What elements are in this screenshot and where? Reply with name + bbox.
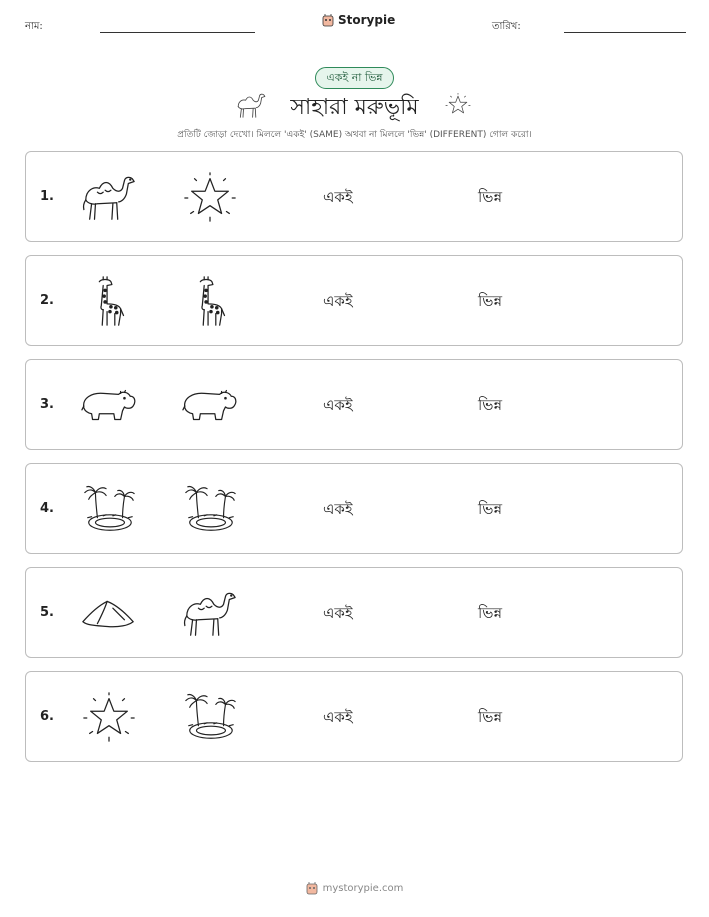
name-line[interactable]	[100, 32, 255, 33]
different-option[interactable]: ভিন্ন	[478, 396, 503, 414]
question-number: 2.	[40, 293, 54, 308]
mascot-icon	[306, 881, 318, 895]
instructions: প্রতিটি জোড়া দেখো। মিললে 'একই' (SAME) অথবা না মিললে 'ভিন্ন' (DIFFERENT) গোল করো।	[177, 130, 532, 140]
question-row	[25, 255, 683, 346]
mascot-icon	[322, 13, 334, 27]
question-row	[25, 671, 683, 762]
star-icon	[181, 170, 239, 224]
different-option[interactable]: ভিন্ন	[478, 292, 503, 310]
activity-badge: একই না ভিন্ন	[315, 67, 394, 89]
question-row	[25, 463, 683, 554]
question-number: 6.	[40, 709, 54, 724]
camel-icon	[181, 586, 239, 640]
question-number: 1.	[40, 189, 54, 204]
different-option[interactable]: ভিন্ন	[478, 708, 503, 726]
name-label: নাম:	[25, 21, 43, 32]
giraffe-icon	[181, 274, 239, 328]
question-number: 4.	[40, 501, 54, 516]
same-option[interactable]: একই	[323, 396, 353, 414]
different-option[interactable]: ভিন্ন	[478, 500, 503, 518]
different-option[interactable]: ভিন্ন	[478, 188, 503, 206]
date-line[interactable]	[564, 32, 686, 33]
question-row	[25, 151, 683, 242]
camel-icon	[80, 170, 138, 224]
question-number: 5.	[40, 605, 54, 620]
sand-dune-icon	[80, 586, 138, 640]
same-option[interactable]: একই	[323, 188, 353, 206]
different-option[interactable]: ভিন্ন	[478, 604, 503, 622]
hippo-icon	[181, 378, 239, 432]
same-option[interactable]: একই	[323, 500, 353, 518]
oasis-icon	[181, 690, 239, 744]
oasis-icon	[181, 482, 239, 536]
same-option[interactable]: একই	[323, 604, 353, 622]
date-label: তারিখ:	[492, 21, 521, 32]
question-row	[25, 567, 683, 658]
question-row	[25, 359, 683, 450]
footer-url[interactable]: mystorypie.com	[322, 882, 404, 894]
oasis-icon	[80, 482, 138, 536]
question-number: 3.	[40, 397, 54, 412]
same-option[interactable]: একই	[323, 708, 353, 726]
giraffe-icon	[80, 274, 138, 328]
star-icon	[80, 690, 138, 744]
star-icon	[444, 92, 472, 118]
same-option[interactable]: একই	[323, 292, 353, 310]
brand-logo	[322, 13, 395, 27]
brand-name: Storypie	[338, 13, 396, 27]
footer	[0, 881, 709, 895]
hippo-icon	[80, 378, 138, 432]
page-title: সাহারা মরুভূমি	[290, 95, 419, 120]
